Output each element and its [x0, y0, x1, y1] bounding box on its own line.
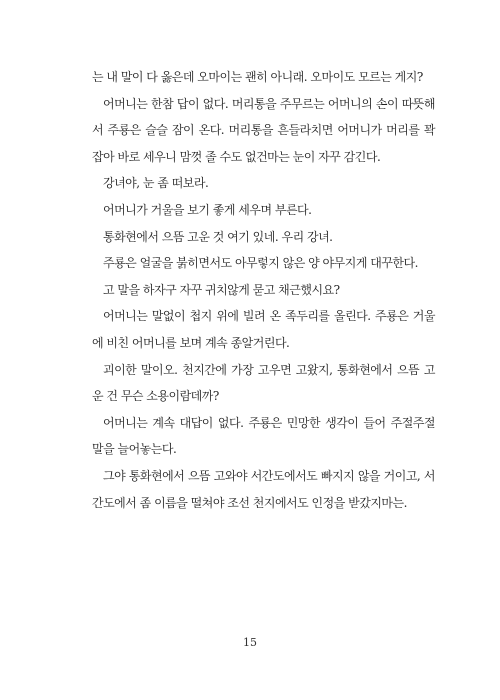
paragraph: 어머니는 말없이 첩지 위에 빌려 온 족두리를 올린다. 주룡은 거울에 비친 어머니를 보며 계속 종알거린다.	[92, 309, 435, 350]
text-body	[92, 64, 435, 516]
paragraph: 그야 통화현에서 으뜸 고와야 서간도에서도 빠지지 않을 거이고, 서간도에서 좀 이름을 떨쳐야 조선 천지에서도 인정을 받갔지마는.	[92, 468, 435, 510]
paragraph: 통화현에서 으뜸 고운 것 여기 있네. 우리 강녀.	[103, 229, 333, 244]
paragraph: 어머니는 한참 답이 없다. 머리통을 주무르는 어머니의 손이 따뜻해서 주룡은 슬슬 잠이 온다. 머리통을 흔들라치면 어머니가 머리를 꽉 잡아 바로 세우니 맘껏 졸 수도 없건마는 눈이 자꾸 감긴다.	[92, 96, 435, 164]
paragraph-continued: 는 내 말이 다 옳은데 오마이는 괜히 아니래. 오마이도 모르는 게지?	[92, 70, 423, 84]
paragraph: 고 말을 하자구 자꾸 귀치않게 묻고 채근했시요?	[103, 282, 340, 297]
paragraph: 괴이한 말이오. 천지간에 가장 고우면 고왔지, 통화현에서 으뜸 고운 건 무슨 소용이람데까?	[92, 362, 435, 404]
paragraph: 어머니는 계속 대답이 없다. 주룡은 민망한 생각이 들어 주절주절 말을 늘어놓는다.	[92, 415, 435, 457]
paragraph: 주룡은 얼굴을 붉히면서도 아무렇지 않은 양 야무지게 대꾸한다.	[103, 256, 418, 271]
paragraph: 강녀야, 눈 좀 떠보라.	[103, 176, 209, 191]
paragraph: 어머니가 거울을 보기 좋게 세우며 부른다.	[103, 202, 312, 217]
page-number: 15	[243, 636, 257, 649]
